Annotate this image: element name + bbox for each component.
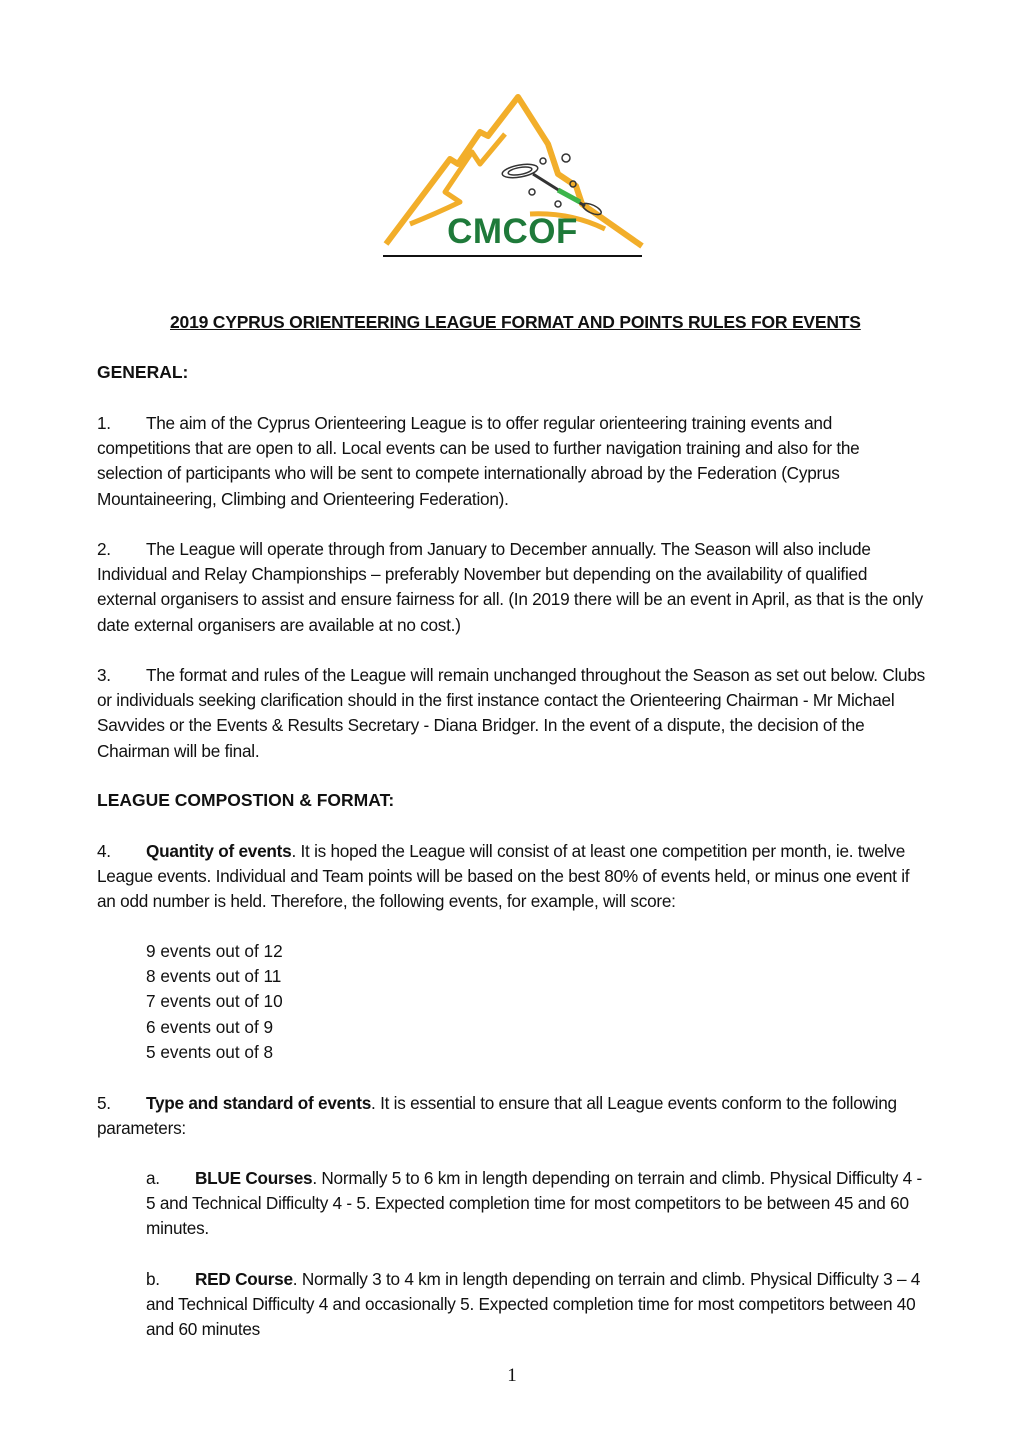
paragraph-4	[97, 839, 927, 915]
logo-underline	[383, 255, 642, 257]
paragraph-bold-lead: Quantity of events	[146, 841, 292, 861]
logo-text: CMCOF	[447, 212, 578, 251]
subparagraph-text: . Normally 5 to 6 km in length depending on terrain and climb. Physical Difficulty 4 - 5 and Technical Difficulty 4 - 5. Expected completion time for most competitors to be between 45 and 60 minutes.	[146, 1168, 922, 1239]
subparagraph-letter: b.	[146, 1269, 160, 1289]
paragraph-number: 3.	[97, 665, 111, 685]
cmcof-logo	[380, 94, 645, 262]
subparagraph-bold-lead: BLUE Courses	[195, 1168, 313, 1188]
subparagraph-letter: a.	[146, 1168, 160, 1188]
list-item: 9 events out of 12	[146, 941, 283, 961]
paragraph-1	[97, 411, 927, 512]
paragraph-text: The aim of the Cyprus Orienteering League is to offer regular orienteering training events and competitions that are open to all. Local events can be used to further navigation training and also for the selection of participants who will be sent to compete internationally abroad by the Federation (Cyprus Mountaineering, Climbing and Orienteering Federation).	[97, 413, 860, 509]
list-item: 8 events out of 11	[146, 966, 282, 987]
subparagraph-bold-lead: RED Course	[195, 1269, 293, 1289]
list-item: 7 events out of 10	[146, 991, 283, 1012]
section-heading-general: GENERAL:	[97, 362, 189, 382]
paragraph-text: The League will operate through from January to December annually. The Season will also include Individual and Relay Championships – preferably November but depending on the availability of qualified external organisers to assist and ensure fairness for all. (In 2019 there will be an event in April, as that is the only date external organisers are available at no cost.)	[97, 539, 924, 635]
events-score-list	[146, 939, 283, 1065]
subparagraph-text: . Normally 3 to 4 km in length depending on terrain and climb. Physical Difficulty 3 – 4 and Technical Difficulty 4 and occasionally 5. Expected completion time for most competitors between 40 and 60 minutes	[146, 1269, 921, 1340]
document-title: 2019 CYPRUS ORIENTEERING LEAGUE FORMAT AND POINTS RULES FOR EVENTS	[170, 312, 861, 332]
paragraph-number: 5.	[97, 1093, 111, 1113]
paragraph-2	[97, 537, 927, 638]
paragraph-text: . It is hoped the League will consist of at least one competition per month, ie. twelve League events. Individual and Team points will be based on the best 80% of events held, or minus one event if an odd number is held. Therefore, the following events, for example, will score:	[97, 841, 910, 912]
paragraph-3	[97, 663, 927, 764]
paragraph-number: 1.	[97, 413, 111, 433]
paragraph-number: 4.	[97, 841, 111, 861]
paragraph-number: 2.	[97, 539, 111, 559]
paragraph-5	[97, 1091, 927, 1141]
section-heading-league: LEAGUE COMPOSTION & FORMAT:	[97, 790, 395, 810]
paragraph-text: The format and rules of the League will remain unchanged throughout the Season as set out below. Clubs or individuals seeking clarification should in the first instance contact the Orienteering Chairman - Mr Michael Savvides or the Events & Results Secretary - Diana Bridger. In the event of a dispute, the decision of the Chairman will be final.	[97, 665, 926, 761]
list-item: 5 events out of 8	[146, 1041, 274, 1062]
subparagraph-a	[146, 1166, 926, 1242]
paragraph-text: . It is essential to ensure that all League events conform to the following parameters:	[97, 1093, 897, 1139]
subparagraph-b	[146, 1267, 926, 1343]
list-item: 6 events out of 9	[146, 1016, 274, 1037]
page-number: 1	[507, 1365, 517, 1386]
paragraph-bold-lead: Type and standard of events	[146, 1093, 372, 1113]
